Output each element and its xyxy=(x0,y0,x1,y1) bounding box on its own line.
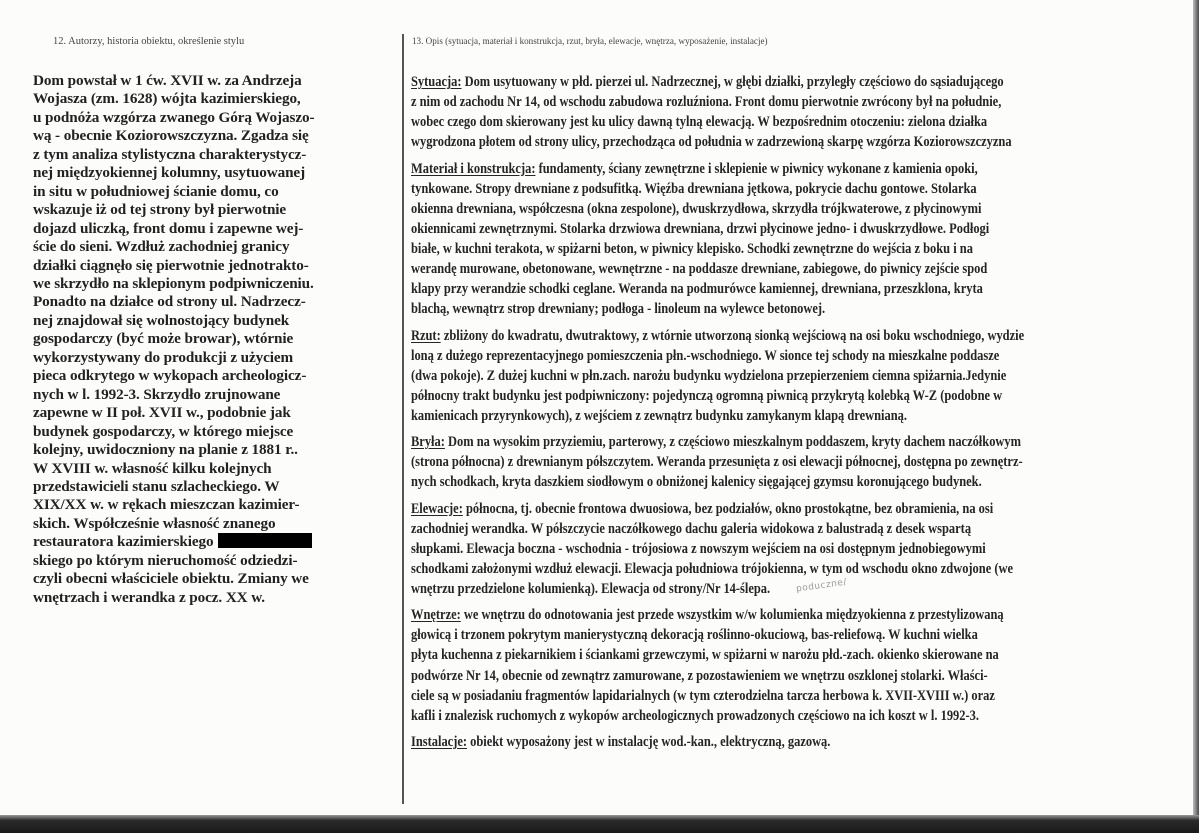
section-label: Rzut: xyxy=(411,327,441,344)
text-line: nej międzyokiennej kolumny, usytuowanej xyxy=(33,164,306,182)
text-line: blachą, wewnątrz strop drewniany; podłoga - linoleum na wylewce betonowej. xyxy=(411,301,826,318)
text-line: werandę murowane, obetonowane, wewnętrzne - na poddasze drewniane, zabiegowe, do piwnicy zejście spod xyxy=(411,261,988,278)
text-line: kolejny, uwidoczniony na planie z 1881 r.. xyxy=(33,441,298,459)
text-line: Ponadto na działce od strony ul. Nadrzecz- xyxy=(33,293,306,311)
section-wnetrze xyxy=(411,605,1191,726)
text-line: XIX/XX w. w rękach mieszczan kazimier- xyxy=(33,496,300,514)
text-line: skiego po którym nieruchomość odziedzi- xyxy=(33,551,298,569)
text-fragment: Dom na wysokim przyziemiu, parterowy, z częściowo mieszkalnym poddaszem, kryty dachem naczółkowym xyxy=(444,434,1022,451)
text-line: wnętrzach i werandka z pocz. XX w. xyxy=(33,588,265,606)
text-line: loną z dużego reprezentacyjnego pomieszczenia płn.-wschodniego. W sionce tej schody na mieszkalne poddasze xyxy=(411,347,1000,364)
text-line: wobec czego dom skierowany jest ku ulicy dawną tylną elewacją. W bezpośrednim otoczeniu: zielona działka xyxy=(411,114,988,131)
text-line: kamienicach przyrynkowych), z wejściem z zewnątrz budynku zamykanym klapą drewnianą. xyxy=(411,407,907,424)
text-line: skich. Współcześnie własność znanego xyxy=(33,514,276,532)
scan-edge-right xyxy=(1193,0,1199,833)
text-line: podwórze Nr 14, obecnie od zewnątrz zamurowane, z pozostawieniem we wnętrzu oszklonej stolarki. Właści- xyxy=(411,667,988,684)
redaction-box xyxy=(218,533,312,548)
section-material-konstrukcja xyxy=(411,159,1191,320)
text-line: północny trakt budynku jest podpiwniczony: pojedynczą ogromną piwnicą przykrytą kolebką W-Z (podobne w xyxy=(411,387,1003,404)
text-line: wnętrzu przedzielone kolumienką). Elewacja od strony/Nr 14-ślepa. xyxy=(411,581,771,597)
text-line-with-redaction xyxy=(33,533,333,551)
text-line: ście do sieni. Wzdłuż zachodniej granicy xyxy=(33,238,290,256)
text-line: schodkami założonymi wzdłuż elewacji. Elewacja południowa trójokienna, w tym od wschodu okno zdwojone (we xyxy=(411,560,1014,577)
text-line: u podnóża wzgórza zwanego Górą Wojaszo- xyxy=(33,108,315,126)
section-label: Materiał i konstrukcja: xyxy=(411,160,536,177)
section-sytuacja xyxy=(411,72,1191,152)
text-line: z tym analiza stylistyczna charakterystycz- xyxy=(33,145,307,163)
text-fragment: północna, tj. obecnie frontowa dwuosiowa, bez podziałów, okno prostokątne, bez obramienia, na osi xyxy=(462,500,994,517)
scan-edge-bottom xyxy=(0,815,1199,833)
section-label: Sytuacja: xyxy=(411,74,462,90)
text-line: Wojasza (zm. 1628) wójta kazimierskiego, xyxy=(33,90,301,108)
text-line: (strona północna) z drewnianym półszczytem. Weranda przesunięta z osi elewacji północnej, dostępna po zewnętrz- xyxy=(411,454,1023,471)
text-line: wą - obecnie Koziorowszczyzna. Zgadza się xyxy=(33,127,309,145)
text-line: głowicą i trzonem pokrytym manierystyczną dekoracją roślinno-okuciową, bas-reliefową. W kuchni wielka xyxy=(411,627,978,644)
section-label: Wnętrze: xyxy=(411,607,461,624)
text-line: tynkowane. Stropy drewniane z podsufitką. Więźba drewniana jętkowa, pokrycie dachu gontowe. Stolarka xyxy=(411,180,977,197)
text-fragment: obiekt wyposażony jest w instalację wod.-kan., elektryczną, gazową. xyxy=(467,734,831,751)
text-line: czyli obecni właściciele obiektu. Zmiany we xyxy=(33,570,309,588)
left-column-header: 12. Autorzy, historia obiektu, określenie stylu xyxy=(53,36,245,47)
section-label: Bryła: xyxy=(411,434,445,451)
text-fragment: we wnętrzu do odnotowania jest przede wszystkim w/w kolumienka międzyokienna z przestylizowaną xyxy=(460,607,1004,624)
text-line: we skrzydło na sklepionym podpiwniczeniu. xyxy=(33,274,314,292)
text-fragment: fundamenty, ściany zewnętrzne i sklepienie w piwnicy wykonane z kamienia opoki, xyxy=(535,160,978,177)
text-line: białe, w kuchni terakota, w spiżarni beton, w piwnicy klepisko. Schodki zewnętrzne do wejścia z boku i na xyxy=(411,240,973,257)
text-line: wykorzystywany do produkcji z użyciem xyxy=(33,348,294,366)
text-line: nych schodkach, kryta daszkiem siodłowym o obniżonej kalenicy sięgającej gzymsu koronującego budynek. xyxy=(411,474,982,491)
text-line: W XVIII w. własność kilku kolejnych xyxy=(33,459,272,477)
text-line: płyta kuchenna z piekarnikiem i ściankami grzewczymi, w spiżarni w narożu płd.-zach. okienko skierowane na xyxy=(411,647,999,664)
text-line: okiennicami zewnętrznymi. Stolarka drzwiowa drewniana, drzwi płycinowe jedno- i dwuskrzydłowe. Podłogi xyxy=(411,220,990,237)
text-line: wygrodzona płotem od strony ulicy, przechodząca od południa w zadrzewioną skarpę wzgórza Koziorowszczyzna xyxy=(411,134,1012,151)
handwritten-annotation: poduczne/ xyxy=(795,577,848,595)
text-line: budynek gospodarczy, w którego miejsce xyxy=(33,422,294,440)
text-line: pieca odkrytego w wykopach archeologicz- xyxy=(33,367,307,385)
left-column-history-text xyxy=(33,72,333,607)
text-line: okienna drewniana, współczesna (okna zespolone), dwuskrzydłowa, skrzydła trójkwaterowe, z płycinowymi xyxy=(411,200,982,217)
text-line: Dom powstał w 1 ćw. XVII w. za Andrzeja xyxy=(33,72,302,89)
text-line: gospodarczy (być może browar), wtórnie xyxy=(33,330,294,348)
text-line: z nim od zachodu Nr 14, od wschodu zabudowa rozluźniona. Front domu pierwotnie zwrócony był na południe, xyxy=(411,94,1002,111)
right-column-header: 13. Opis (sytuacja, materiał i konstrukcja, rzut, bryła, elewacje, wnętrza, wyposażenie, instalacje) xyxy=(412,36,768,47)
text-line: kafli i znalezisk ruchomych z wykopów archeologicznych prowadzonych częściowo na ich koszt w l. 1992-3. xyxy=(411,707,979,724)
section-rzut xyxy=(411,326,1191,426)
text-line: ciele są w posiadaniu fragmentów lapidarialnych (w tym czterodzielna tarcza herbowa k. XVII-XVIII w.) oraz xyxy=(411,687,995,704)
text-line: dojazd uliczką, front domu i zapewne wej- xyxy=(33,219,304,237)
text-line: in situ w południowej ścianie domu, co xyxy=(33,182,279,200)
right-column-description xyxy=(411,72,1191,758)
text-line: przedstawicieli stanu szlacheckiego. W xyxy=(33,477,280,495)
column-divider xyxy=(402,34,404,804)
text-fragment: zbliżony do kwadratu, dwutraktowy, z wtórnie utworzoną sionką wejściową na osi boku wschodniego, wydzie xyxy=(440,327,1025,344)
section-label: Instalacje: xyxy=(411,734,468,751)
section-bryla xyxy=(411,432,1191,492)
text-line: działki ciągnęło się pierwotnie jednotrakto- xyxy=(33,256,309,274)
text-fragment: restauratora kazimierskiego xyxy=(33,533,214,551)
section-label: Elewacje: xyxy=(411,500,463,517)
text-line: nych w l. 1992-3. Skrzydło zrujnowane xyxy=(33,385,281,403)
text-line: zapewne w II poł. XVII w., podobnie jak xyxy=(33,404,291,422)
text-line: (dwa pokoje). Z dużej kuchni w płn.zach. narożu budynku wydzielona przepierzeniem ciemna spiżarnia.Jedynie xyxy=(411,367,1007,384)
section-instalacje xyxy=(411,732,1191,752)
text-line: klapy przy werandzie schodki ceglane. Weranda na podmurówce kamiennej, drewniana, przeszklona, kryta xyxy=(411,281,983,298)
text-line: wskazuje iż od tej strony był pierwotnie xyxy=(33,201,287,219)
text-line: zachodniej werandka. W półszczycie naczółkowego dachu galeria widokowa z balustradą z desek wspartą xyxy=(411,520,972,537)
text-line: nej znajdował się wolnostojący budynek xyxy=(33,311,290,329)
text-line: słupkami. Elewacja boczna - wschodnia - trójosiowa z nowszym wejściem na osi dostępnym jednobiegowymi xyxy=(411,540,986,557)
text-fragment: Dom usytuowany w płd. pierzei ul. Nadrzecznej, w głębi działki, przyległy częściowo do sąsiadującego xyxy=(461,74,1004,90)
